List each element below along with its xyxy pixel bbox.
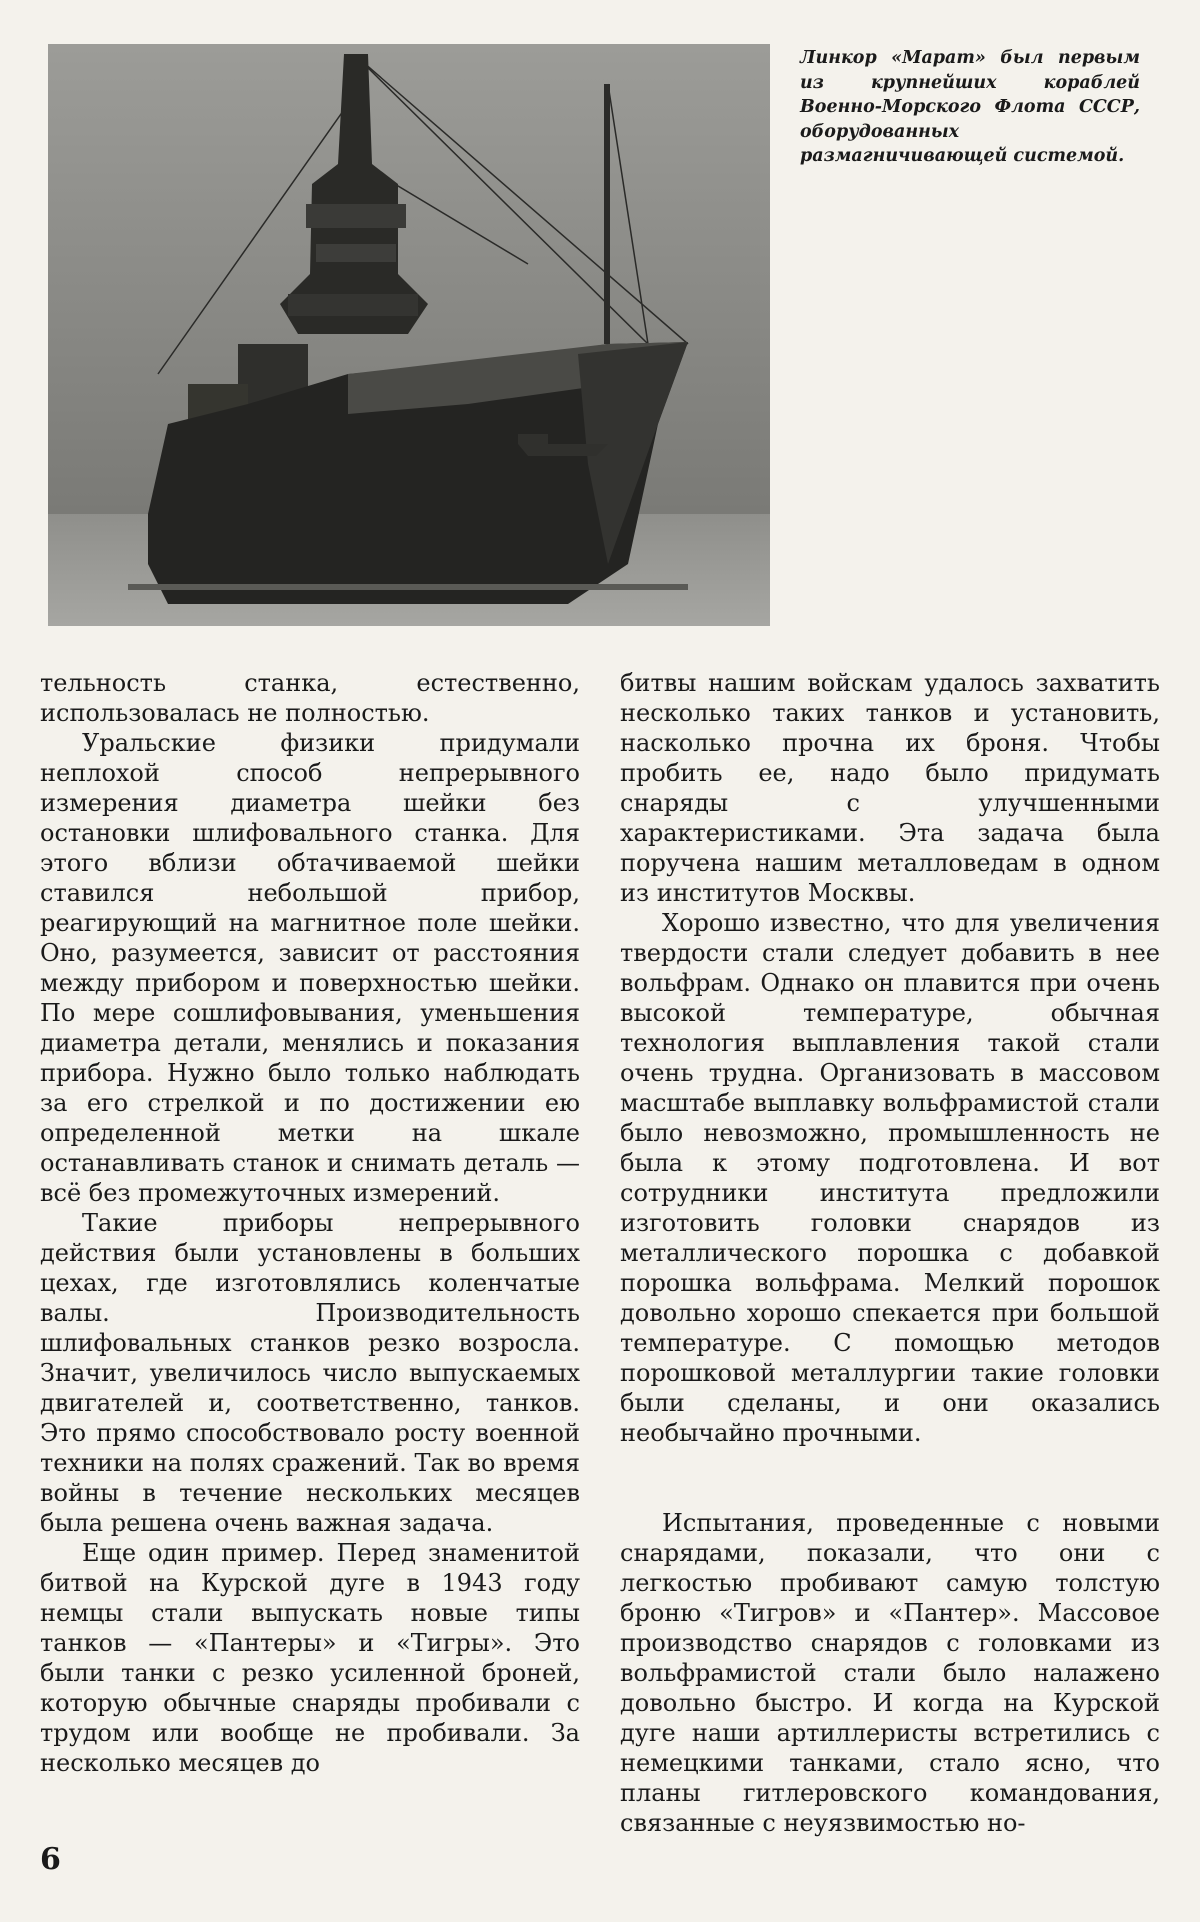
- photo-caption: Линкор «Марат» был первым из крупнейших кораблей Военно-Морского Флота СССР, оборудованных размагничивающей системой.: [800, 48, 1140, 166]
- paragraph: Уральские физики придумали неплохой способ непрерывного измерения диаметра шейки без остановки шлифовального станка. Для этого вблизи обтачиваемой шейки ставился небольшой прибор, реагирующий на магнитное поле шейки. Оно, разумеется, зависит от расстояния между прибором и поверхностью шейки. По мере сошлифовывания, уменьшения диаметра детали, менялись и показания прибора. Нужно было только наблюдать за его стрелкой и по достижении ею определенной метки на шкале останавливать станок и снимать деталь — всё без промежуточных измерений.: [40, 729, 580, 1207]
- left-column: [40, 668, 580, 1778]
- page-number: 6: [40, 1842, 61, 1877]
- paragraph: Такие приборы непрерывного действия были установлены в больших цехах, где изготовлялись коленчатые валы. Производительность шлифовальных станков резко возросла. Значит, увеличилось число выпускаемых двигателей и, соответственно, танков. Это прямо способствовало росту военной техники на полях сражений. Так во время войны в течение нескольких месяцев была решена очень важная задача.: [40, 1209, 580, 1537]
- battleship-photo: [48, 44, 770, 626]
- paragraph: Испытания, проведенные с новыми снарядами, показали, что они с легкостью пробивают самую толстую броню «Тигров» и «Пантер». Массовое производство снарядов с головками из вольфрамистой стали было налажено довольно быстро. И когда на Курской дуге наши артиллеристы встретились с немецкими танками, стало ясно, что планы гитлеровского командования, связанные с неуязвимостью но-: [620, 1509, 1160, 1837]
- paragraph: тельность станка, естественно, использовалась не полностью.: [40, 669, 580, 727]
- right-column: [620, 668, 1160, 1838]
- paragraph: Хорошо известно, что для увеличения твердости стали следует добавить в нее вольфрам. Однако он плавится при очень высокой температуре, обычная технология выплавления такой стали очень трудна. Организовать в массовом масштабе выплавку вольфрамистой стали было невозможно, промышленность не была к этому подготовлена. И вот сотрудники института предложили изготовить головки снарядов из металлического порошка с добавкой порошка вольфрама. Мелкий порошок довольно хорошо спекается при большой температуре. С помощью методов порошковой металлургии такие головки были сделаны, и они оказались необычайно прочными.: [620, 909, 1160, 1447]
- paragraph: Еще один пример. Перед знаменитой битвой на Курской дуге в 1943 году немцы стали выпускать новые типы танков — «Пантеры» и «Тигры». Это были танки с резко усиленной броней, которую обычные снаряды пробивали с трудом или вообще не пробивали. За несколько месяцев до: [40, 1539, 580, 1777]
- battleship-illustration: [48, 44, 770, 626]
- paragraph: битвы нашим войскам удалось захватить несколько таких танков и установить, насколько прочна их броня. Чтобы пробить ее, надо было придумать снаряды с улучшенными характеристиками. Эта задача была поручена нашим металловедам в одном из институтов Москвы.: [620, 669, 1160, 907]
